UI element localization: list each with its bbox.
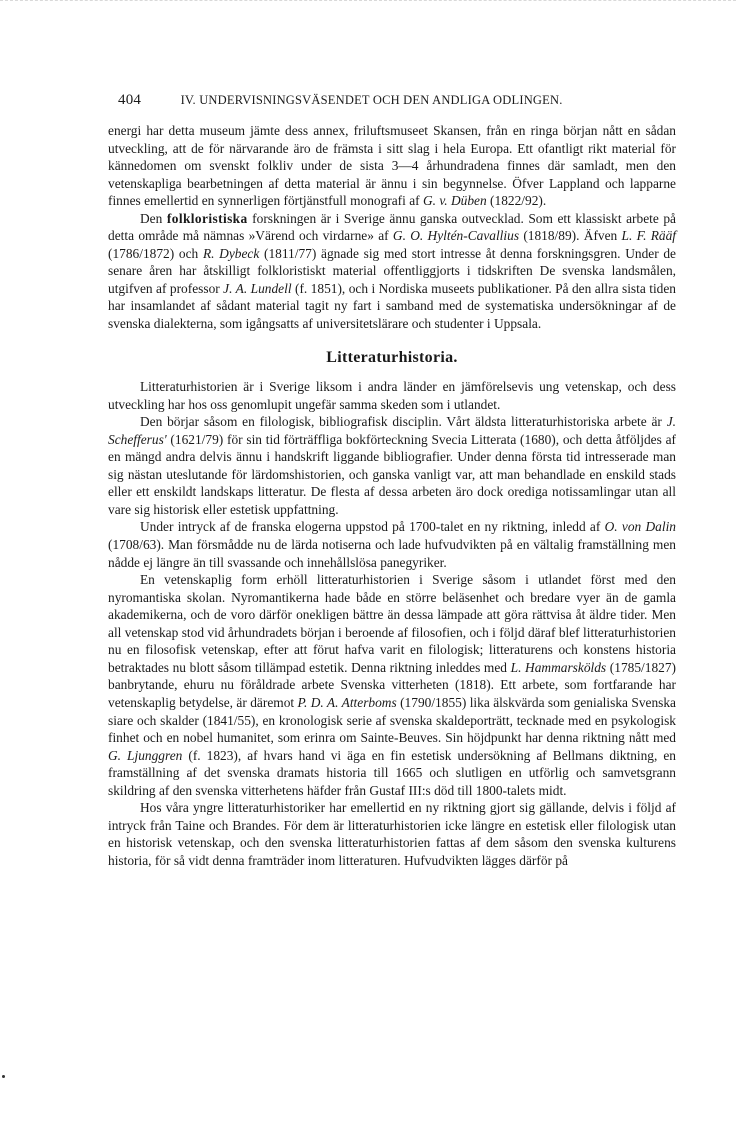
person-name: P. D. A. Atterboms (297, 694, 397, 710)
text-run: (1621/79) för sin tid förträffliga bokförteckning Svecia Litterata (1680), och detta åtföljdes af en mängd andra delvis ännu i handskrift liggande bibliografier. Under denna första tid intresserade man sig nästan uteslutande för lärdomshistorien, och ganska vanligt var, att man behandlade en enskild stads eller ett enskildt landskaps litteratur. De flesta af dessa arbeten äro dock orediga notissamlingar utan all vare sig historisk eller estetisk uppfattning. (108, 431, 676, 517)
paragraph-7: Hos våra yngre litteraturhistoriker har emellertid en ny riktning gjort sig gällande, delvis i följd af intryck från Taine och Brandes. För dem är litteraturhistorien icke längre en estetisk eller filologisk utan en historisk vetenskap, och den svenska litteraturhistorien fattas af dem såsom den svenska kulturens historia, för så vidt denna framträder inom litteraturen. Hufvudvikten lägges därför på (108, 800, 676, 868)
section-heading: Litteraturhistoria. (326, 348, 458, 366)
text-run: forskningen är i Sverige ännu ganska outvecklad. Som ett klassiskt arbete på detta område må nämnas »Värend och virdarne» af (108, 210, 676, 244)
running-title: IV. UNDERVISNINGSVÄSENDET OCH DEN ANDLIGA ODLINGEN. (180, 93, 563, 107)
person-name: G. Ljunggren (108, 747, 183, 763)
person-name: J. Schefferus' (108, 414, 676, 447)
paragraph-2 (108, 210, 676, 333)
text-run: energi har detta museum jämte dess annex, friluftsmuseet Skansen, från en ringa början nått en sådan utveckling, att de för närvarande äro de främsta i sitt slag i hela Europa. Ett ofantligt rikt material för kännedomen om svenskt folkliv under de sista 3—4 århundradena finnes där samladt, men den vetenskapliga bearbetningen af detta material är ännu i sin begynnelse. Öfver Lappland och lapparne finnes emellertid en synnerligen förtjänstfull monografi af (108, 123, 676, 209)
paragraph-5 (108, 518, 676, 571)
emphasis-term: folkloristiska (166, 210, 248, 226)
text-run: (1822/92). (486, 193, 547, 209)
text-run: Den (140, 210, 167, 226)
person-name: L. F. Rääf (621, 228, 676, 244)
text-run: (1708/63). Man försmådde nu de lärda notiserna och lade hufvudvikten på en vältalig framställning men nådde ej längre än till svassande och innehållslösa panegyriker. (108, 537, 676, 570)
margin-speck (2, 1075, 5, 1078)
text-run: (f. 1851), och i Nordiska museets publikationer. På den allra sista tiden har insamlandet af sådant material tagit ny fart i samband med de systematiska undersökningar af de svenska dialekterna, som igångsatts af universitetslärare och studenter i Uppsala. (108, 280, 676, 332)
paragraph-3: Litteraturhistorien är i Sverige liksom i andra länder en jämförelsevis ung vetenskap, och dess utveckling har hos oss genomlupit ungefär samma skeden som i utlandet. (108, 379, 676, 412)
text-run: Under intryck af de franska elogerna uppstod på 1700-talet en ny riktning, inledd af (140, 519, 605, 535)
person-name: G. v. Düben (422, 193, 487, 209)
text-run: Den börjar såsom en filologisk, bibliografisk disciplin. Vårt äldsta litteraturhistoriska arbete är (140, 414, 667, 430)
paragraph-1 (108, 122, 676, 210)
text-run: (1818/89). Äfven (519, 228, 622, 244)
page-header (118, 92, 680, 109)
paragraph-4 (108, 413, 676, 518)
scan-edge (0, 0, 736, 7)
person-name: O. von Dalin (604, 519, 676, 535)
person-name: R. Dybeck (202, 245, 260, 261)
text-run: (1790/1855) lika älskvärda som genialiska Svenska siare och skalder (1841/55), en kronologisk serie af svenska skaldeporträtt, tecknade med en psykologisk finhet och en nobel humanitet, som erinra om Sainte-Beuves. Sin höjdpunkt har denna riktning nått med (108, 694, 676, 746)
paragraph-6 (108, 571, 676, 799)
page-body (108, 122, 676, 869)
person-name: J. A. Lundell (223, 280, 292, 296)
text-run: En vetenskaplig form erhöll litteraturhistorien i Sverige såsom i utlandet först med den nyromantiska skolan. Nyromantikerna hade både en större beläsenhet och bredare vyer än de gamla akademikerna, och de voro därför onekligen bättre än dessa lämpade att göra rättvisa åt äldre tider. Men all vetenskap stod vid århundradets början i beroende af filosofien, och i följd däraf blef litteraturhistorien nu en filosofisk vetenskap, efter att förut hafva varit en filologisk; litteraturens och konstens historia betraktades nu blott såsom tillämpad estetik. Denna riktning inleddes med (108, 572, 676, 675)
text-run: (f. 1823), af hvars hand vi äga en fin estetisk undersökning af Bellmans diktning, en framställning af det svenska dramats historia till 1665 och slutligen en utförlig och samvetsgrann skildring af den svenska vitterhetens häfder från Gustaf III:s död till 1800-talets midt. (108, 747, 677, 798)
page-number: 404 (118, 92, 142, 108)
text-run: (1811/77) ägnade sig med stort intresse åt denna forskningsgren. Under de senare åren har åtskilligt folkloristiskt material offentliggjorts i tidskriften De svenska landsmålen, utgifven af professor (108, 245, 677, 296)
text-run: (1786/1872) och (108, 245, 203, 261)
text-run: (1785/1827) banbrytande, ehuru nu föråldrade arbete Svenska vitterheten (1818). Ett arbete, som fortfarande har vetenskaplig betydelse, är däremot (108, 659, 676, 710)
person-name: L. Hammarskölds (510, 659, 607, 675)
person-name: G. O. Hyltén-Cavallius (392, 228, 520, 244)
